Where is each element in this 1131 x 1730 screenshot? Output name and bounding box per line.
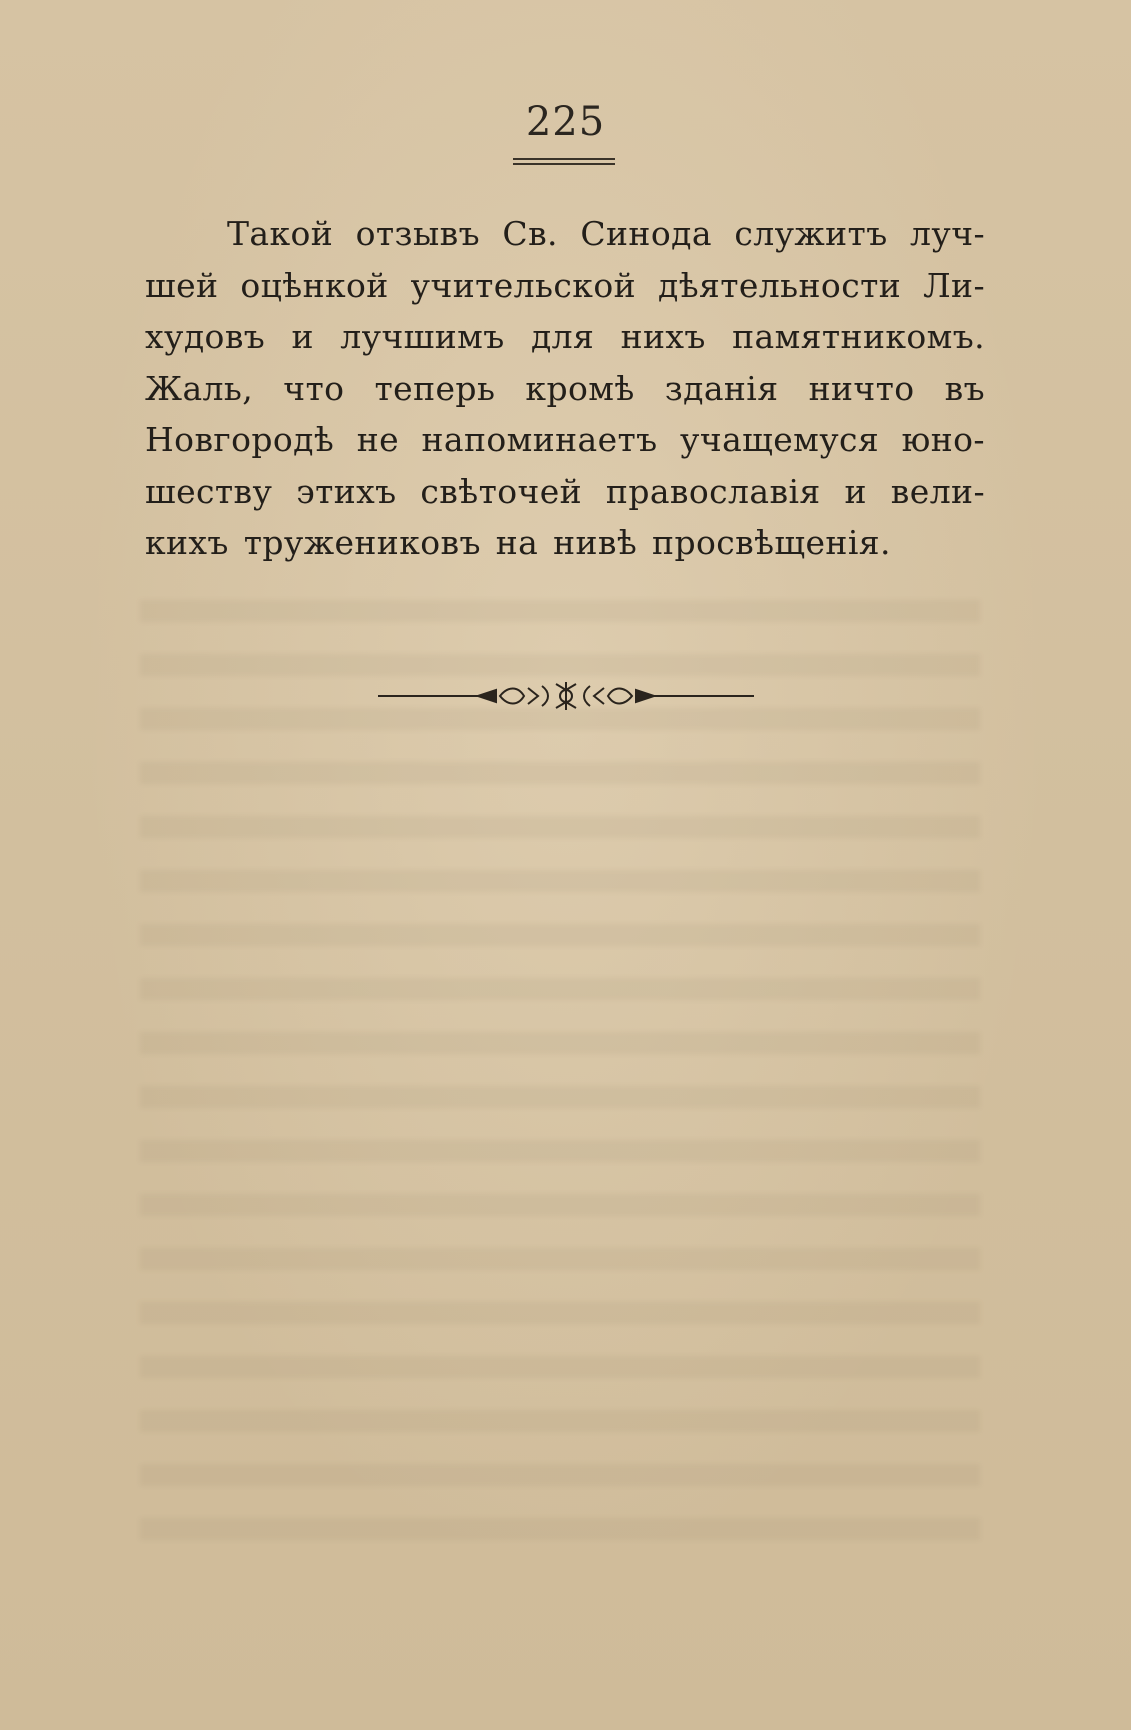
header-rule-lower [513,163,615,165]
text-line: кихъ тружениковъ на нивѣ просвѣщенія. [145,523,891,562]
text-line: шей оцѣнкой учительской дѣятельности Ли- [145,265,985,305]
text-line: Жаль, что теперь кромѣ зданія ничто въ [145,368,985,408]
page-number: 225 [525,99,606,145]
show-through-text [140,600,980,1540]
text-line: шеству этихъ свѣточей православія и вели- [145,471,985,511]
text-line: худовъ и лучшимъ для нихъ памятникомъ. [145,317,985,356]
header-rule-upper [513,158,615,160]
flourish-divider-icon [378,680,754,712]
body-paragraph [145,208,985,569]
text-line: Новгородѣ не напоминаетъ учащемуся юно- [145,420,985,459]
text-line: Такой отзывъ Св. Синода служитъ луч- [227,214,985,253]
